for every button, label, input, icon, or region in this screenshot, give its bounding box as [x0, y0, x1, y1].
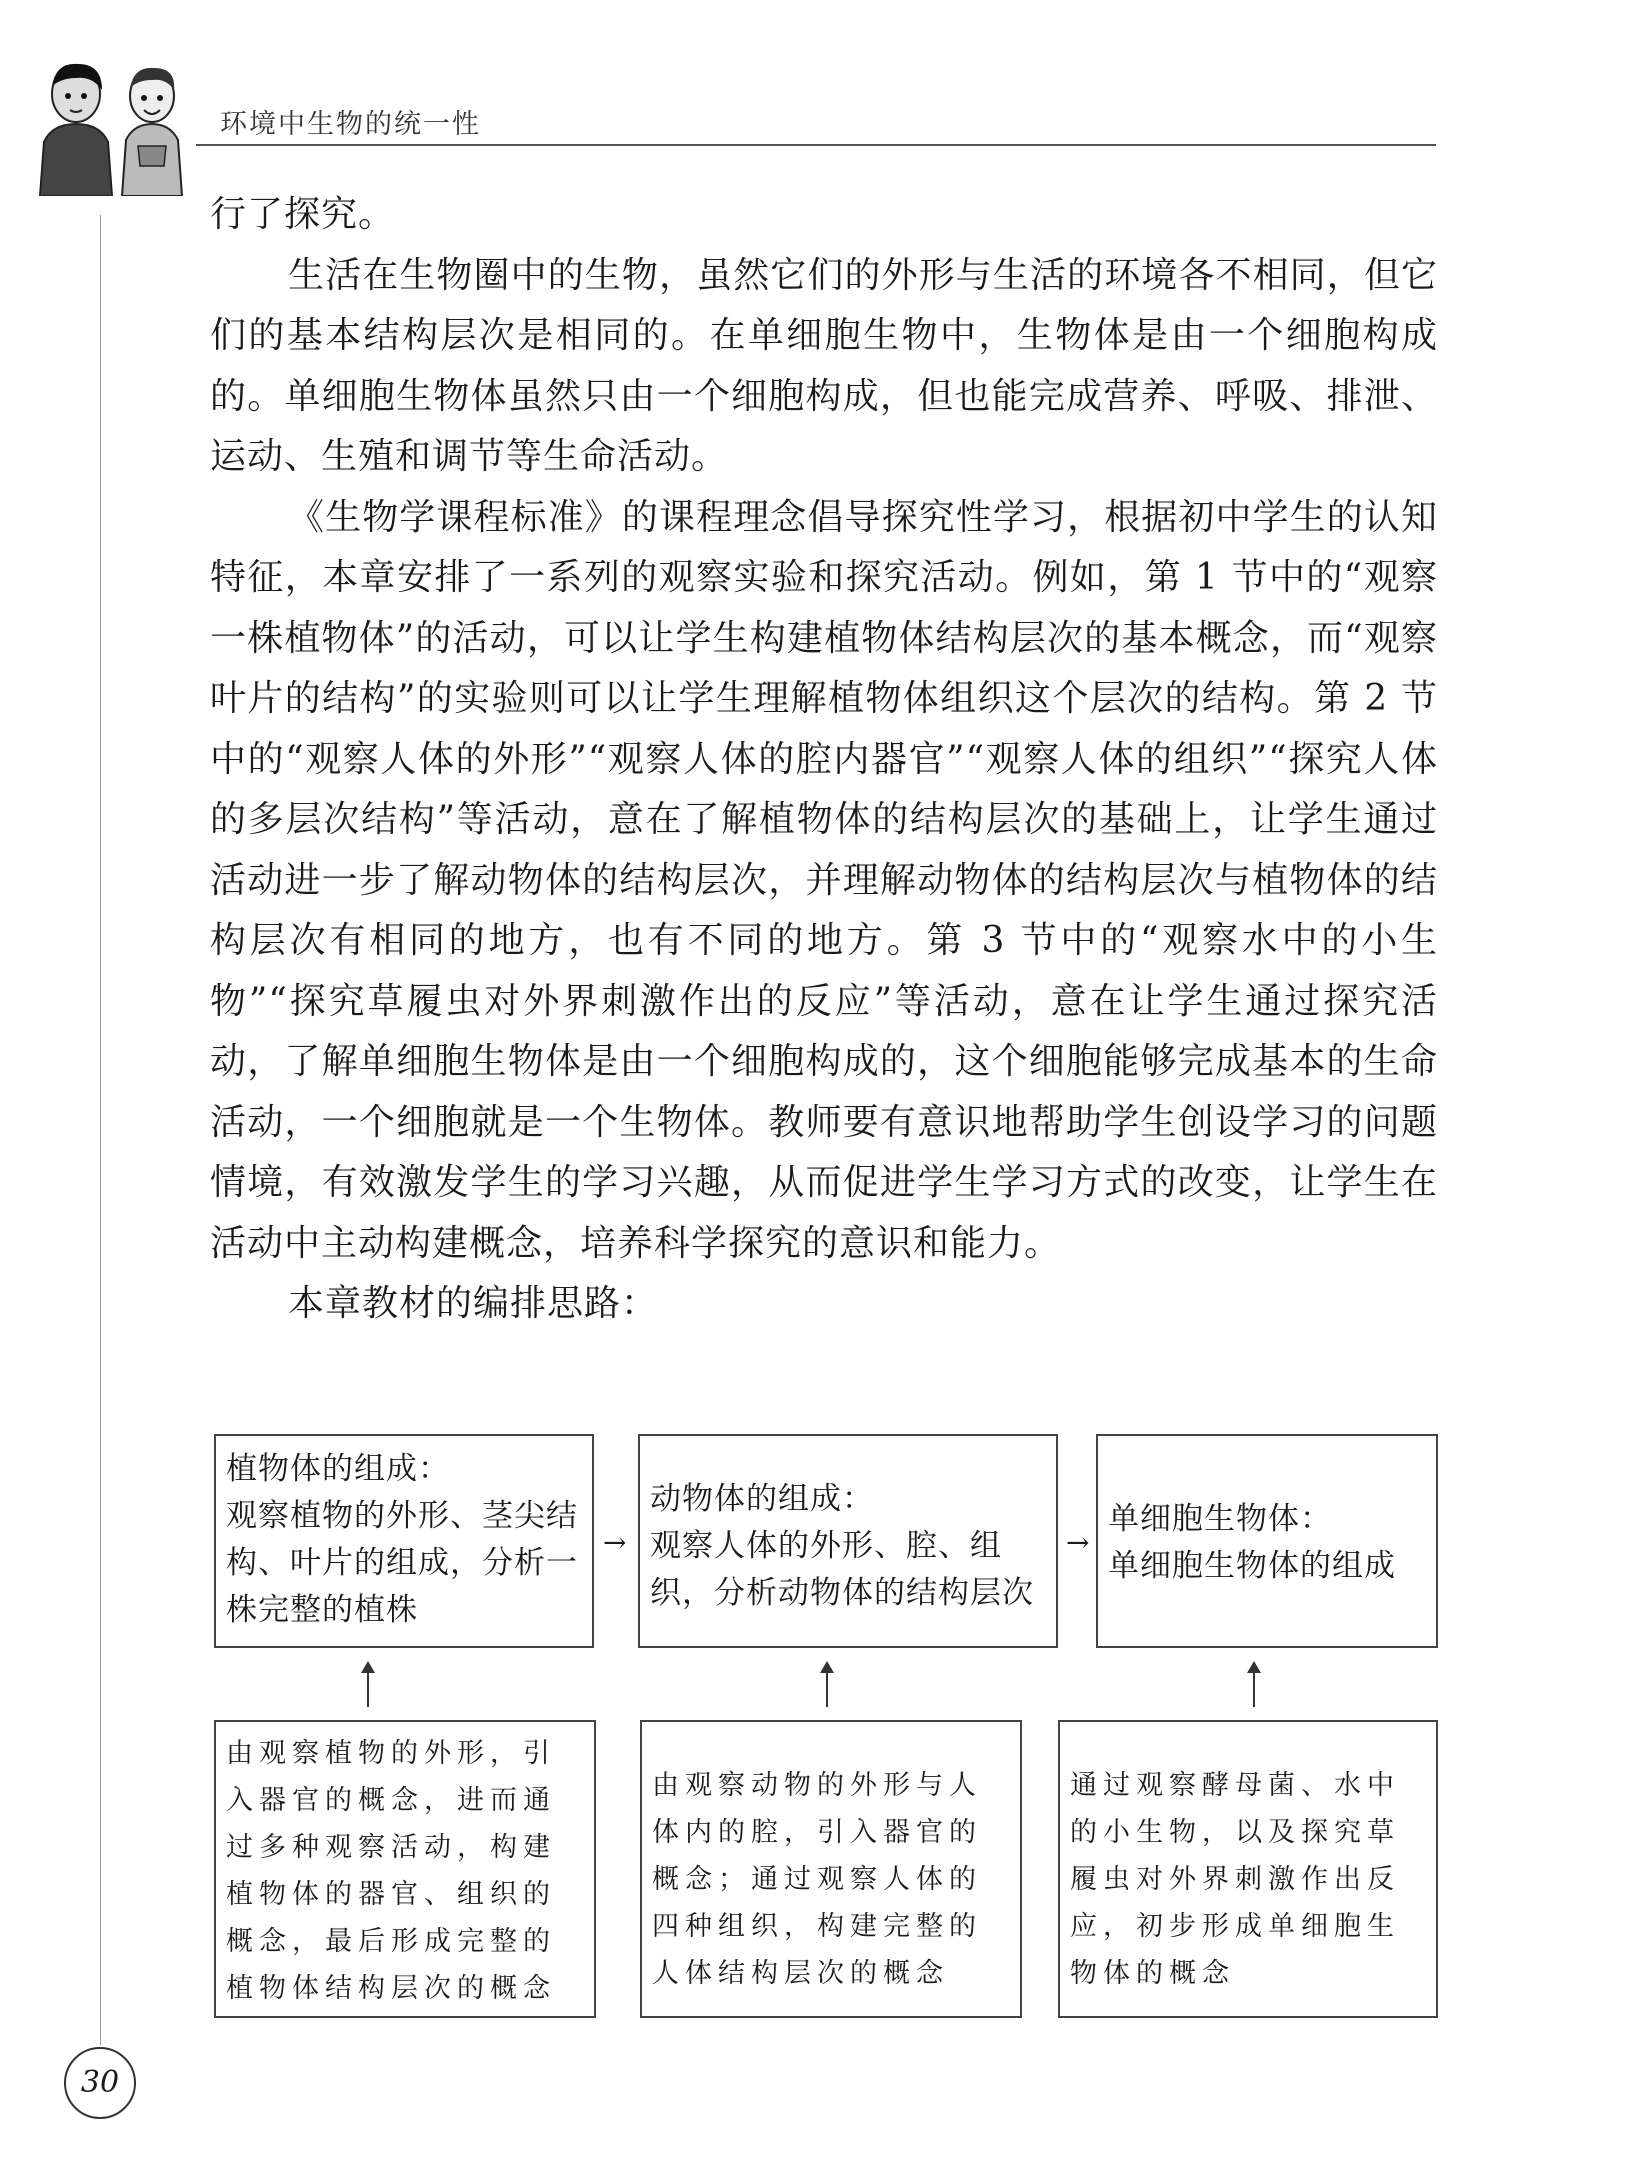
flow-box-unicellular: 单细胞生物体： 单细胞生物体的组成: [1096, 1434, 1438, 1648]
margin-rule: [100, 215, 101, 2045]
paragraph-biosphere: 生活在生物圈中的生物，虽然它们的外形与生活的环境各不相同，但它们的基本结构层次是相同的。在单细胞生物中，生物体是由一个细胞构成的。单细胞生物体虽然只由一个细胞构成，但也能完成营养、呼吸、排泄、运动、生殖和调节等生命活动。: [210, 254, 1438, 477]
arrow-up-icon: [367, 1671, 369, 1707]
arrow-up-icon: [826, 1671, 828, 1707]
body-text: [210, 185, 1438, 1335]
flow-box-animal: 动物体的组成： 观察人体的外形、腔、组织，分析动物体的结构层次: [638, 1434, 1058, 1648]
arrow-right-icon: →: [603, 1526, 627, 1559]
chapter-flow-diagram: [210, 1415, 1438, 2025]
flow-detail-animal: 由观察动物的外形与人体内的腔，引入器官的概念；通过观察人体的四种组织，构建完整的人体结构层次的概念: [640, 1720, 1022, 2018]
header-divider: [196, 144, 1436, 146]
arrow-right-icon: →: [1066, 1526, 1090, 1559]
child-left-figure: [40, 64, 112, 196]
flow-detail-plant: 由观察植物的外形，引入器官的概念，进而通过多种观察活动，构建植物体的器官、组织的概念，最后形成完整的植物体结构层次的概念: [214, 1720, 596, 2018]
arrow-up-icon: [1253, 1671, 1255, 1707]
paragraph-flow-intro: 本章教材的编排思路：: [288, 1283, 659, 1324]
flow-box-plant: 植物体的组成： 观察植物的外形、茎尖结构、叶片的组成，分析一株完整的植株: [214, 1434, 594, 1648]
page-number: 30: [64, 2047, 136, 2119]
flow-detail-unicellular: 通过观察酵母菌、水中的小生物，以及探究草履虫对外界刺激作出反应，初步形成单细胞生物体的概念: [1058, 1720, 1438, 2018]
child-right-figure: [122, 68, 182, 196]
paragraph-curriculum: 《生物学课程标准》的课程理念倡导探究性学习，根据初中学生的认知特征，本章安排了一系列的观察实验和探究活动。例如，第 1 节中的“观察一株植物体”的活动，可以让学生构建植物体结构层次的基本概念，而“观察叶片的结构”的实验则可以让学生理解植物体组织这个层次的结构。第 2 节中的“观察人体的外形”“观察人体的腔内器官”“观察人体的组织”“探究人体的多层次结构”等活动，意在了解植物体的结构层次的基础上，让学生通过活动进一步了解动物体的结构层次，并理解动物体的结构层次与植物体的结构层次有相同的地方，也有不同的地方。第 3 节中的“观察水中的小生物”“探究草履虫对外界刺激作出的反应”等活动，意在让学生通过探究活动，了解单细胞生物体是由一个细胞构成的，这个细胞能够完成基本的生命活动，一个细胞就是一个生物体。教师要有意识地帮助学生创设学习的问题情境，有效激发学生的学习兴趣，从而促进学生学习方式的改变，让学生在活动中主动构建概念，培养科学探究的意识和能力。: [210, 496, 1438, 1264]
paragraph-continuation: 行了探究。: [210, 194, 396, 235]
children-illustration: [26, 56, 196, 196]
header-title: 环境中生物的统一性: [220, 109, 481, 140]
